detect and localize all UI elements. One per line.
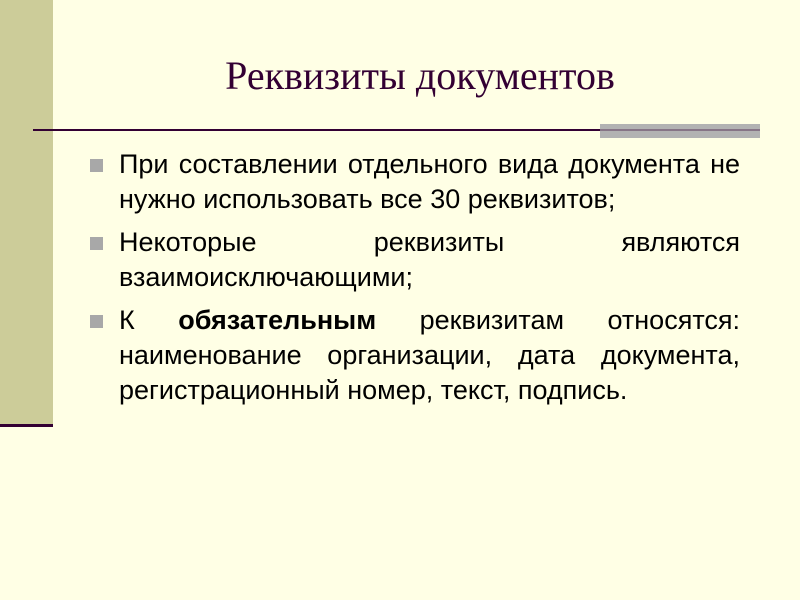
title-accent-bar xyxy=(600,124,760,138)
bullet-list xyxy=(90,147,740,416)
left-decorative-band xyxy=(0,0,53,426)
bullet-text-bold: обязательным xyxy=(178,305,377,335)
bullet-text-suffix: реквизитам относятся: наименование организации, дата документа, регистрационный номер, текст, подпись. xyxy=(119,305,741,405)
title-accent-bar-line xyxy=(600,129,760,131)
square-bullet-icon xyxy=(90,237,103,250)
square-bullet-icon xyxy=(90,315,103,328)
left-band-underline xyxy=(0,424,53,427)
bullet-item-2 xyxy=(90,225,740,295)
bullet-text: Некоторые реквизиты являются взаимоисключающими; xyxy=(119,227,740,292)
bullet-item-1 xyxy=(90,147,740,217)
square-bullet-icon xyxy=(90,159,103,172)
bullet-text: При составлении отдельного вида документа не нужно использовать все 30 реквизитов; xyxy=(119,149,740,214)
bullet-item-3 xyxy=(90,303,740,408)
slide-title: Реквизиты документов xyxy=(225,53,615,98)
title-underline xyxy=(33,129,600,131)
bullet-text-prefix: К xyxy=(119,305,179,335)
